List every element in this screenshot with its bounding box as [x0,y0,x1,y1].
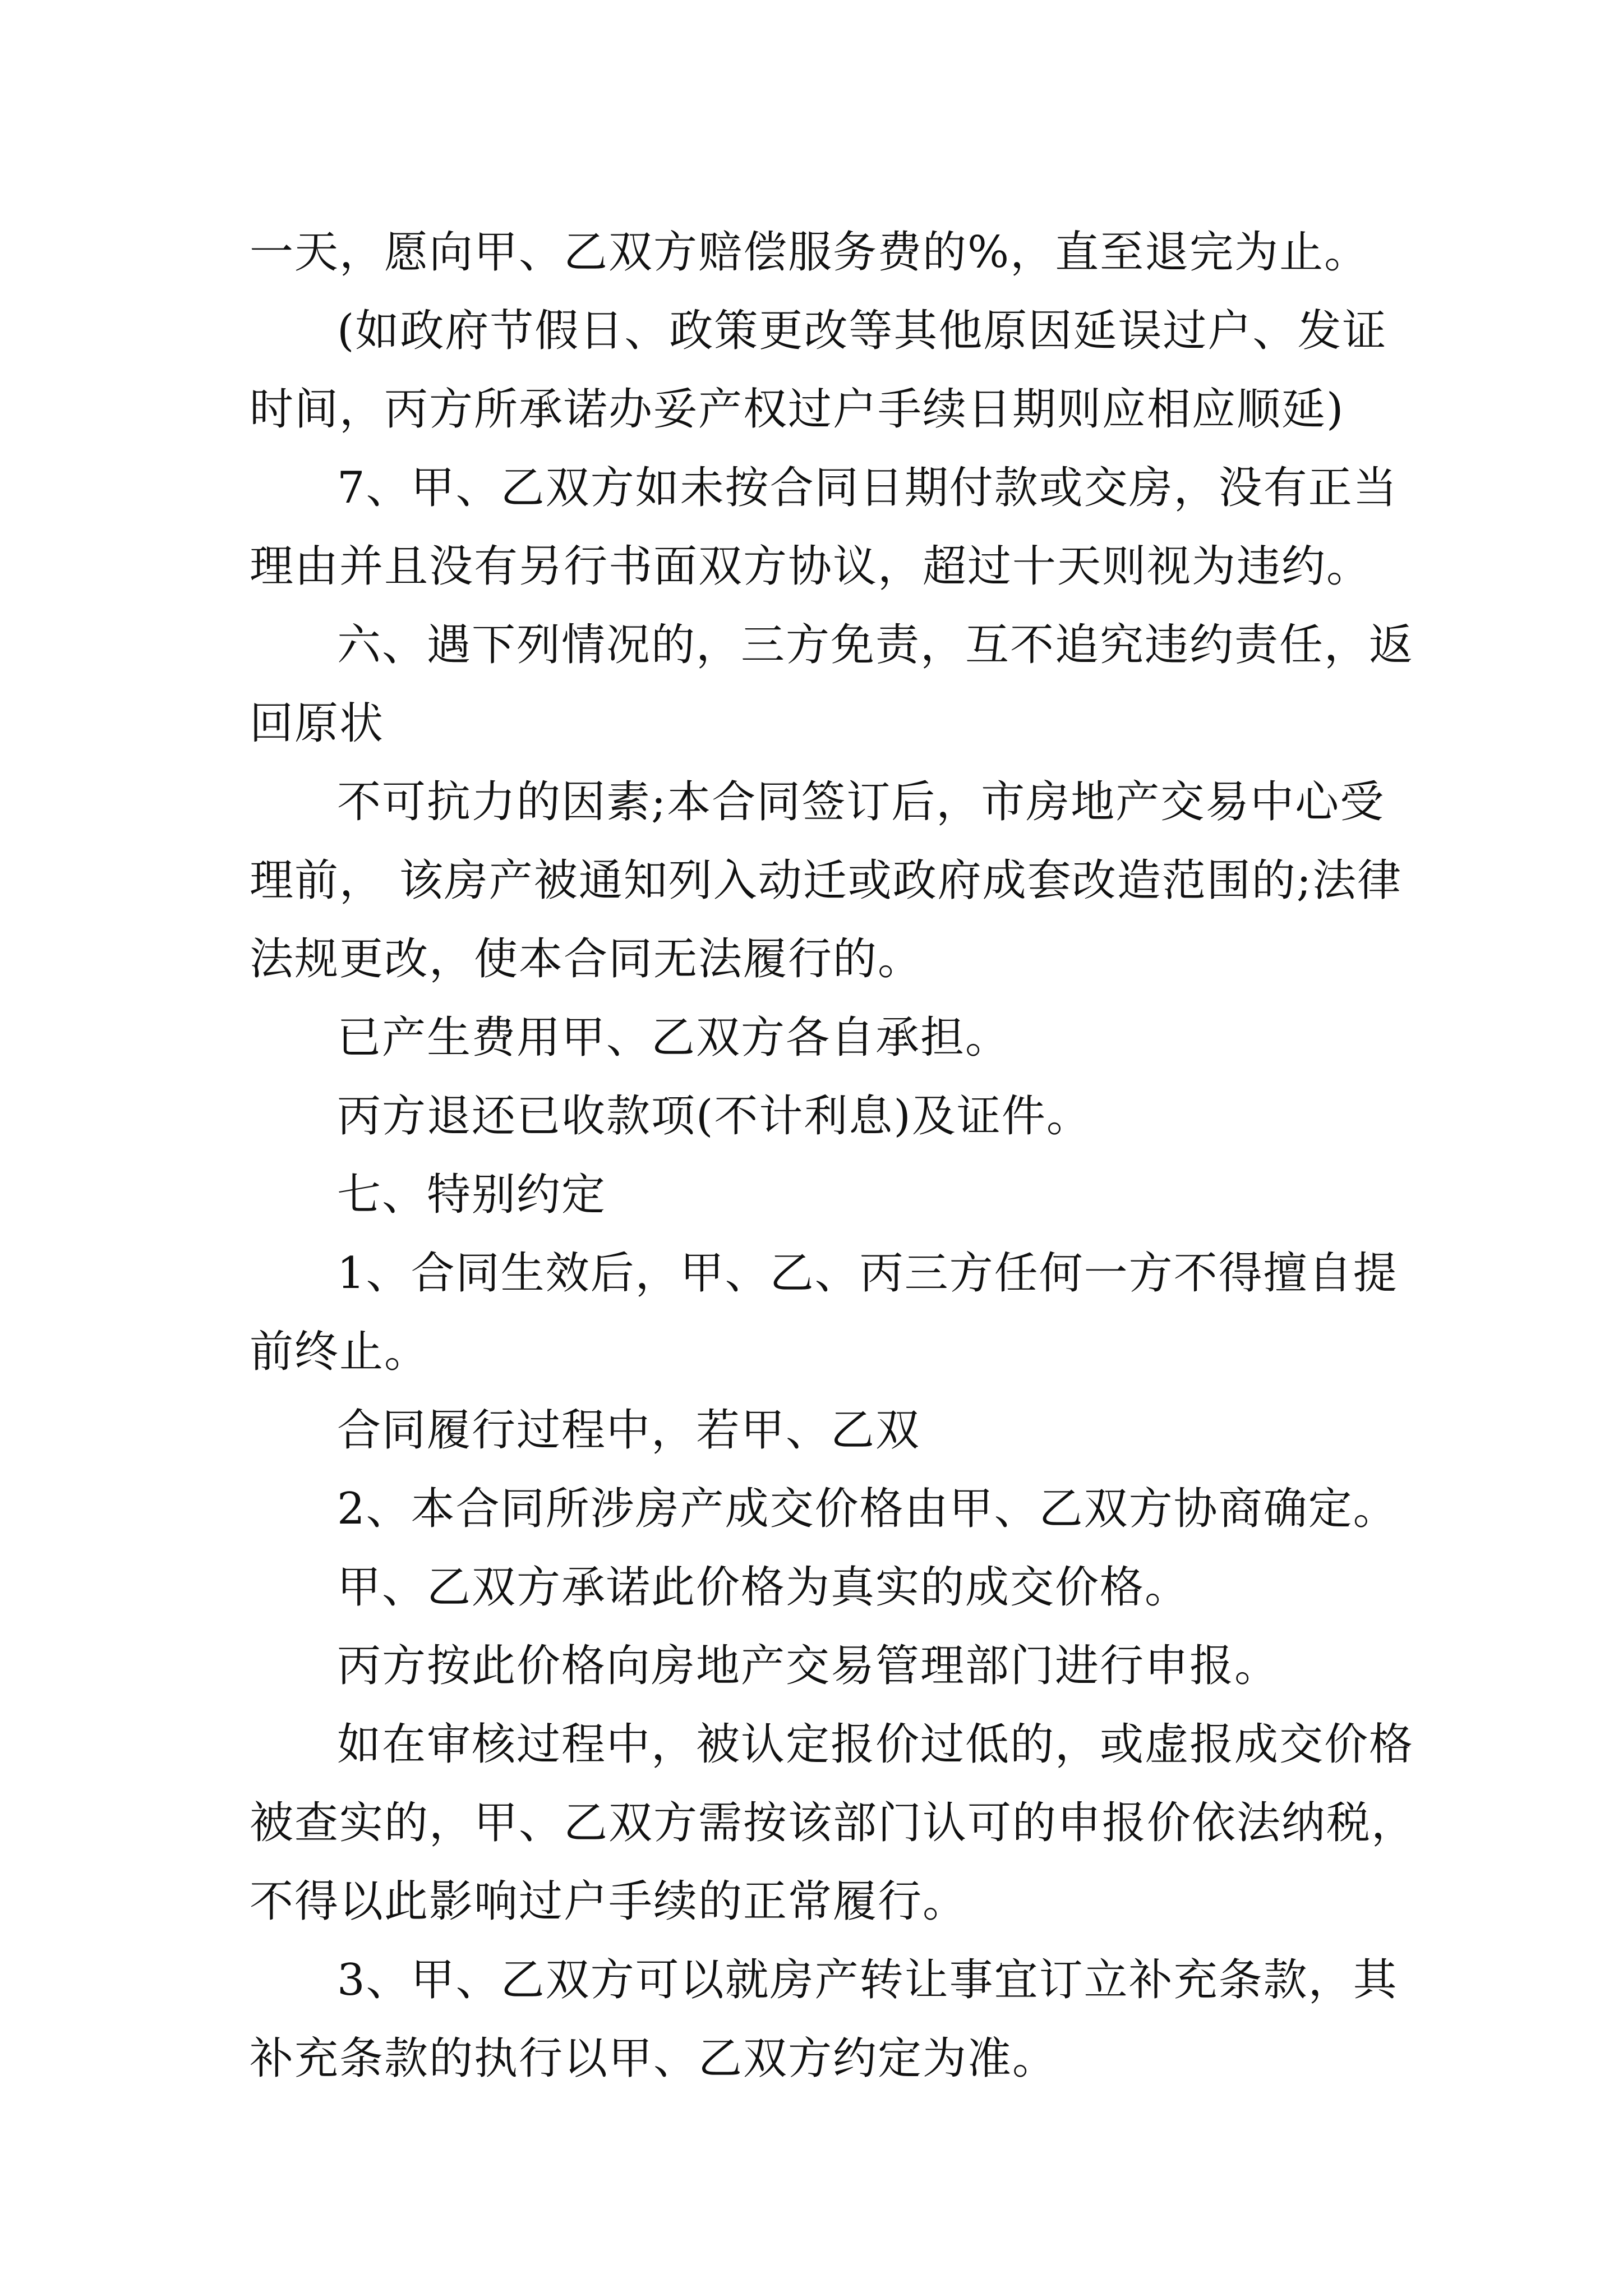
text-line: 丙方退还已收款项(不计利息)及证件。 [337,1091,1091,1142]
section-heading: 六、遇下列情况的，三方免责，互不追究违约责任，返 [337,620,1414,670]
text-line: 丙方按此价格向房地产交易管理部门进行申报。 [337,1641,1280,1691]
text-line: 回原状 [250,698,385,749]
text-line: 甲、乙双方承诺此价格为真实的成交价格。 [337,1562,1190,1613]
text-line: 7、甲、乙双方如未按合同日期付款或交房，没有正当 [337,463,1398,513]
text-line: 已产生费用甲、乙双方各自承担。 [337,1013,1011,1063]
text-line: 补充条款的执行以甲、乙双方约定为准。 [250,2033,1058,2084]
text-line: 如在审核过程中，被认定报价过低的，或虚报成交价格 [337,1719,1414,1770]
text-line: (如政府节假日、政策更改等其他原因延误过户、发证 [337,306,1387,356]
text-line: 3、甲、乙双方可以就房产转让事宜订立补充条款，其 [337,1955,1398,2005]
text-line: 理前， 该房产被通知列入动迁或政府成套改造范围的;法律 [250,855,1403,906]
text-line: 1、合同生效后，甲、乙、丙三方任何一方不得擅自提 [337,1248,1398,1299]
text-line: 前终止。 [250,1327,430,1377]
text-line: 被查实的，甲、乙双方需按该部门认可的申报价依法纳税， [250,1798,1417,1848]
text-line: 不得以此影响过户手续的正常履行。 [250,1876,968,1927]
text-line: 法规更改，使本合同无法履行的。 [250,934,923,984]
text-line: 一天，愿向甲、乙双方赔偿服务费的%，直至退完为止。 [250,227,1370,278]
section-heading: 七、特别约定 [337,1170,607,1220]
text-line: 理由并且没有另行书面双方协议，超过十天则视为违约。 [250,541,1372,592]
text-line: 时间，丙方所承诺办妥产权过户手续日期则应相应顺延) [250,384,1345,435]
text-line: 合同履行过程中，若甲、乙双 [337,1405,921,1456]
text-line: 2、本合同所涉房产成交价格由甲、乙双方协商确定。 [337,1484,1398,1534]
document-page [250,213,1417,2098]
text-line: 不可抗力的因素;本合同签订后，市房地产交易中心受 [337,777,1385,827]
